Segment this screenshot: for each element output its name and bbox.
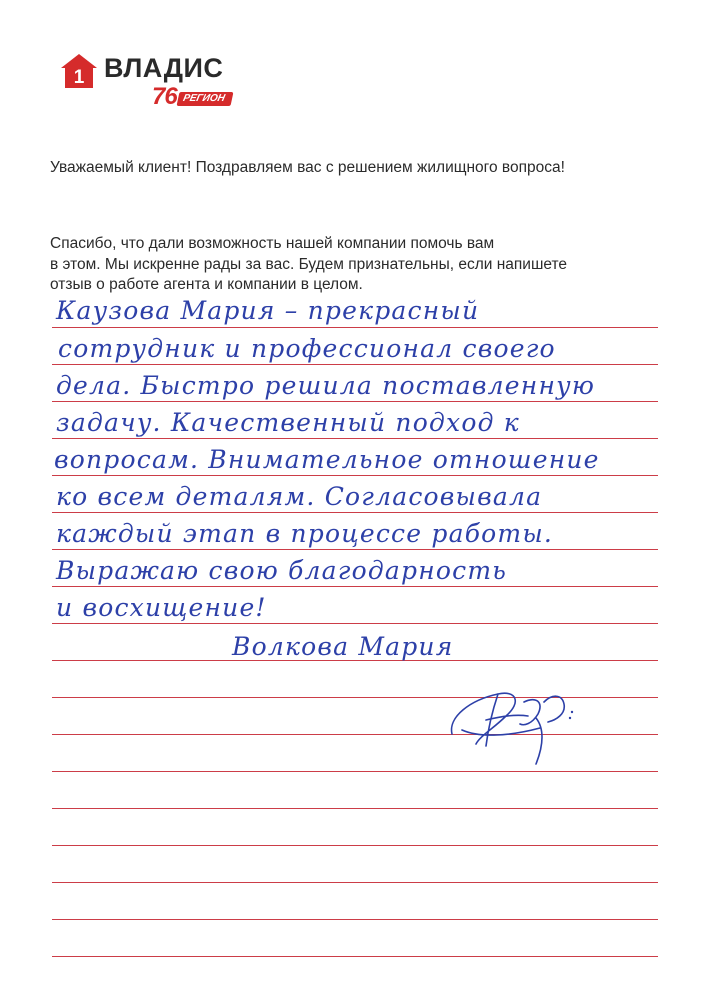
house-key-icon bbox=[60, 53, 98, 89]
handwritten-signature bbox=[440, 672, 595, 772]
logo-region-number: 76 bbox=[152, 83, 177, 110]
logo-brand-name: ВЛАДИС bbox=[104, 53, 224, 83]
greeting-text: Уважаемый клиент! Поздравляем вас с решением жилищного вопроса! bbox=[50, 159, 565, 176]
review-line: каждый этап в процессе работы. bbox=[56, 519, 554, 548]
ruled-line bbox=[52, 623, 658, 624]
logo-region-label: РЕГИОН bbox=[177, 92, 234, 106]
ruled-line bbox=[52, 512, 658, 513]
intro-line: в этом. Мы искренне рады за вас. Будем признательны, если напишете bbox=[50, 255, 568, 273]
ruled-line bbox=[52, 586, 658, 587]
intro-text bbox=[50, 234, 567, 296]
ruled-line bbox=[52, 401, 658, 402]
review-line: сотрудник и профессионал своего bbox=[58, 334, 556, 363]
ruled-line bbox=[52, 808, 658, 809]
review-line: Каузова Мария – прекрасный bbox=[56, 296, 480, 325]
review-line: вопросам. Внимательное отношение bbox=[54, 445, 600, 474]
ruled-line bbox=[52, 882, 658, 883]
review-line: Выражаю свою благодарность bbox=[56, 556, 508, 585]
intro-line: Спасибо, что дали возможность нашей компании помочь вам bbox=[50, 235, 495, 252]
ruled-line bbox=[52, 327, 658, 328]
ruled-line bbox=[52, 549, 658, 550]
house-badge-number: 1 bbox=[73, 67, 85, 88]
ruled-line bbox=[52, 919, 658, 920]
review-line: дела. Быстро решила поставленную bbox=[56, 371, 596, 400]
ruled-line bbox=[52, 845, 658, 846]
ruled-line bbox=[52, 956, 658, 957]
intro-line: отзыв о работе агента и компании в целом. bbox=[50, 276, 363, 293]
review-line: ко всем деталям. Согласовывала bbox=[56, 482, 543, 511]
ruled-line bbox=[52, 438, 658, 439]
review-author: Волкова Мария bbox=[232, 632, 454, 661]
ruled-line bbox=[52, 475, 658, 476]
vladis-logo bbox=[60, 50, 240, 118]
review-line: и восхищение! bbox=[56, 593, 267, 622]
review-line: задачу. Качественный подход к bbox=[56, 408, 520, 437]
ruled-line bbox=[52, 364, 658, 365]
